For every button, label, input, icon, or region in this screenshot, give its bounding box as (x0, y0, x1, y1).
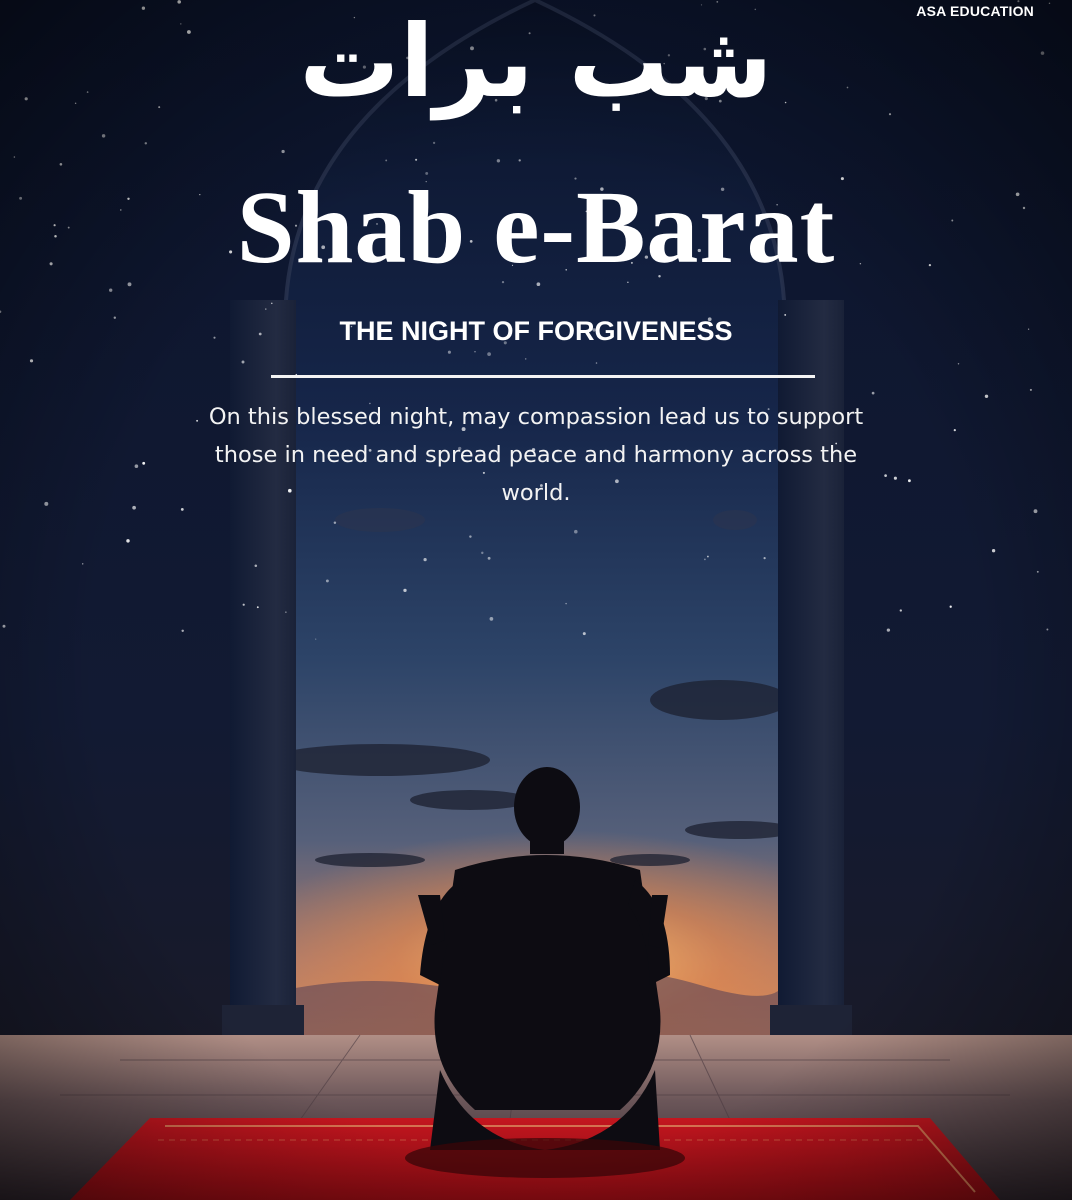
subtitle: THE NIGHT OF FORGIVENESS (339, 316, 733, 346)
urdu-title: شب برات (299, 3, 773, 120)
brand-label: ASA EDUCATION (916, 3, 1034, 19)
divider (271, 375, 815, 378)
message-text: On this blessed night, may compassion lead us to support those in need and spread peace and harmony across the world. (208, 404, 864, 506)
page-title: Shab e-Barat (236, 170, 836, 285)
